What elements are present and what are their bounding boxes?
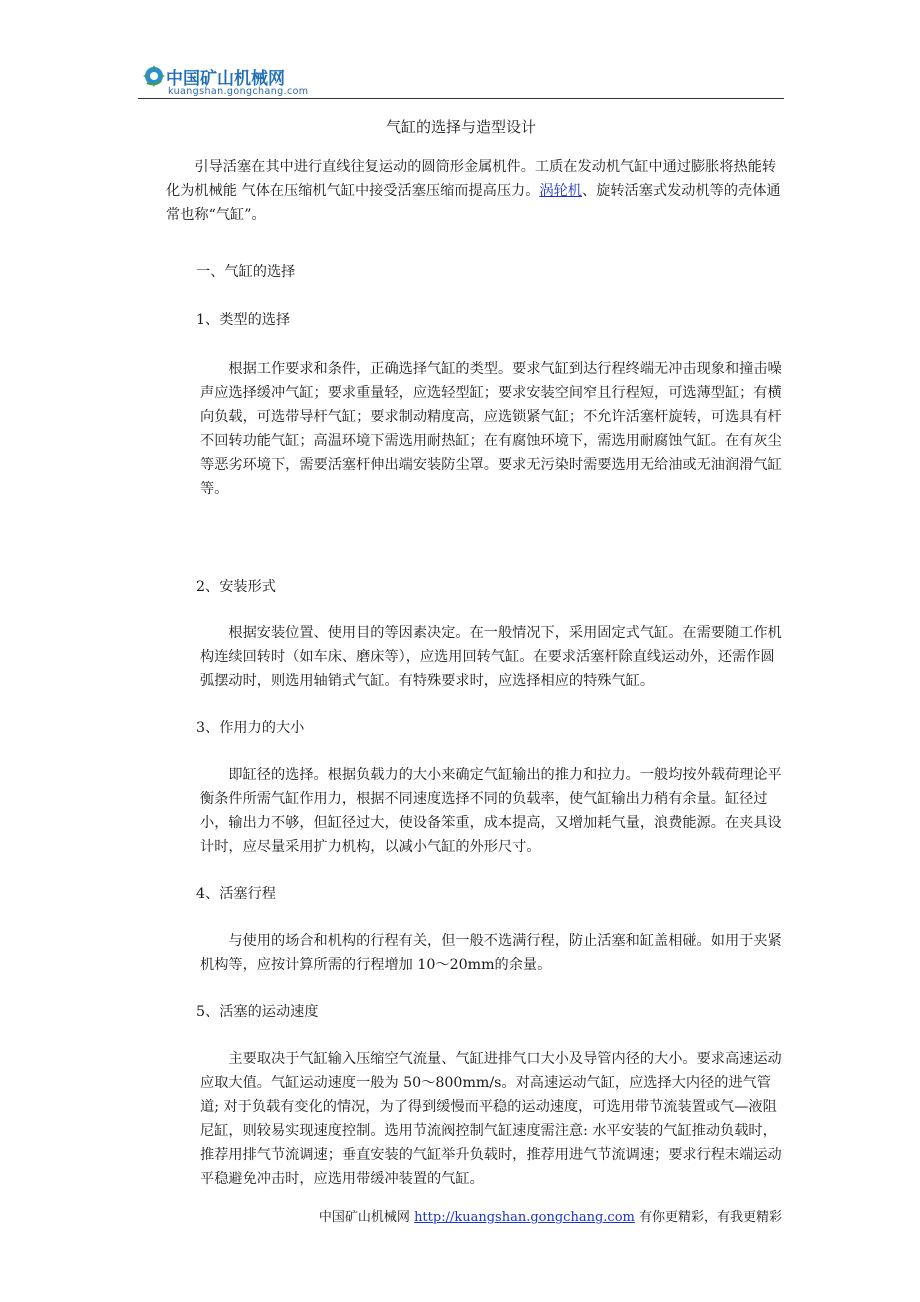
item-paragraph-1: 根据工作要求和条件，正确选择气缸的类型。要求气缸到达行程终端无冲击现象和撞击噪声应选择缓冲气缸；要求重量轻，应选轻型缸；要求安装空间窄且行程短，可选薄型缸；有横向负载，可选带导杆气缸；要求制动精度高，应选锁紧气缸；不允许活塞杆旋转，可选具有杆不回转功能气缸；高温环境下需选用耐热缸；在有腐蚀环境下，需选用耐腐蚀气缸。在有灰尘等恶劣环境下，需要活塞杆伸出端安装防尘罩。要求无污染时需要选用无给油或无油润滑气缸等。 — [200, 361, 782, 497]
section-heading: 一、气缸的选择 — [196, 264, 296, 280]
footer-site-name: 中国矿山机械网 — [318, 1210, 415, 1225]
intro-text-end: 、旋转活塞式发动机等的壳体通常也称“气缸”。 — [166, 183, 781, 223]
item-heading-3: 3、作用力的大小 — [196, 720, 305, 736]
intro-text: 引导活塞在其中进行直线往复运动的圆筒形金属机件。工质在发动机气缸中通过膨胀将热能转化为机械能 气体在压缩机气缸中接受活塞压缩而提高压力。 — [166, 159, 777, 199]
document-body — [166, 155, 784, 1191]
intro-paragraph — [166, 155, 784, 227]
item-heading-2: 2、安装形式 — [196, 579, 276, 595]
page-footer — [319, 1206, 782, 1225]
logo-domain: kuangshan.gongchang.com — [168, 86, 309, 97]
header-divider — [138, 98, 784, 99]
item-heading-1: 1、类型的选择 — [196, 312, 291, 328]
footer-slogan: 有你更精彩，有我更精彩 — [634, 1210, 782, 1225]
item-paragraph-4: 与使用的场合和机构的行程有关，但一般不选满行程，防止活塞和缸盖相碰。如用于夹紧机构等，应按计算所需的行程增加 10～20mm的余量。 — [200, 933, 782, 973]
footer-link[interactable]: http://kuangshan.gongchang.com — [414, 1210, 635, 1225]
turbine-link[interactable]: 涡轮机 — [539, 183, 582, 199]
logo-text: 中国矿山机械网 — [166, 69, 285, 89]
item-paragraph-5: 主要取决于气缸输入压缩空气流量、气缸进排气口大小及导管内径的大小。要求高速运动应取大值。气缸运动速度一般为 50～800mm/s。对高速运动气缸，应选择大内径的进气管道; 对于负载有变化的情况，为了得到缓慢而平稳的运动速度，可选用带节流装置或气—液阻尼缸，则较易实现速度控制。选用节流阀控制气缸速度需注意: 水平安装的气缸推动负载时，推荐用排气节流调速；垂直安装的气缸举升负载时，推荐用进气节流调速；要求行程末端运动平稳避免冲击时，应选用带缓冲装置的气缸。 — [200, 1051, 782, 1187]
item-paragraph-2: 根据安装位置、使用目的等因素决定。在一般情况下，采用固定式气缸。在需要随工作机构连续回转时（如车床、磨床等），应选用回转气缸。在要求活塞杆除直线运动外，还需作圆弧摆动时，则选用轴销式气缸。有特殊要求时，应选择相应的特殊气缸。 — [200, 625, 782, 689]
page-header — [138, 62, 784, 102]
item-paragraph-3: 即缸径的选择。根据负载力的大小来确定气缸输出的推力和拉力。一般均按外载荷理论平衡条件所需气缸作用力，根据不同速度选择不同的负载率，使气缸输出力稍有余量。缸径过小，输出力不够，但缸径过大，使设备笨重，成本提高，又增加耗气量，浪费能源。在夹具设计时，应尽量采用扩力机构，以减小气缸的外形尺寸。 — [200, 767, 782, 855]
site-logo[interactable] — [138, 62, 338, 100]
item-heading-4: 4、活塞行程 — [196, 886, 276, 902]
gear-logo-icon — [143, 65, 165, 87]
document-title: 气缸的选择与造型设计 — [385, 118, 536, 136]
item-heading-5: 5、活塞的运动速度 — [196, 1004, 319, 1020]
